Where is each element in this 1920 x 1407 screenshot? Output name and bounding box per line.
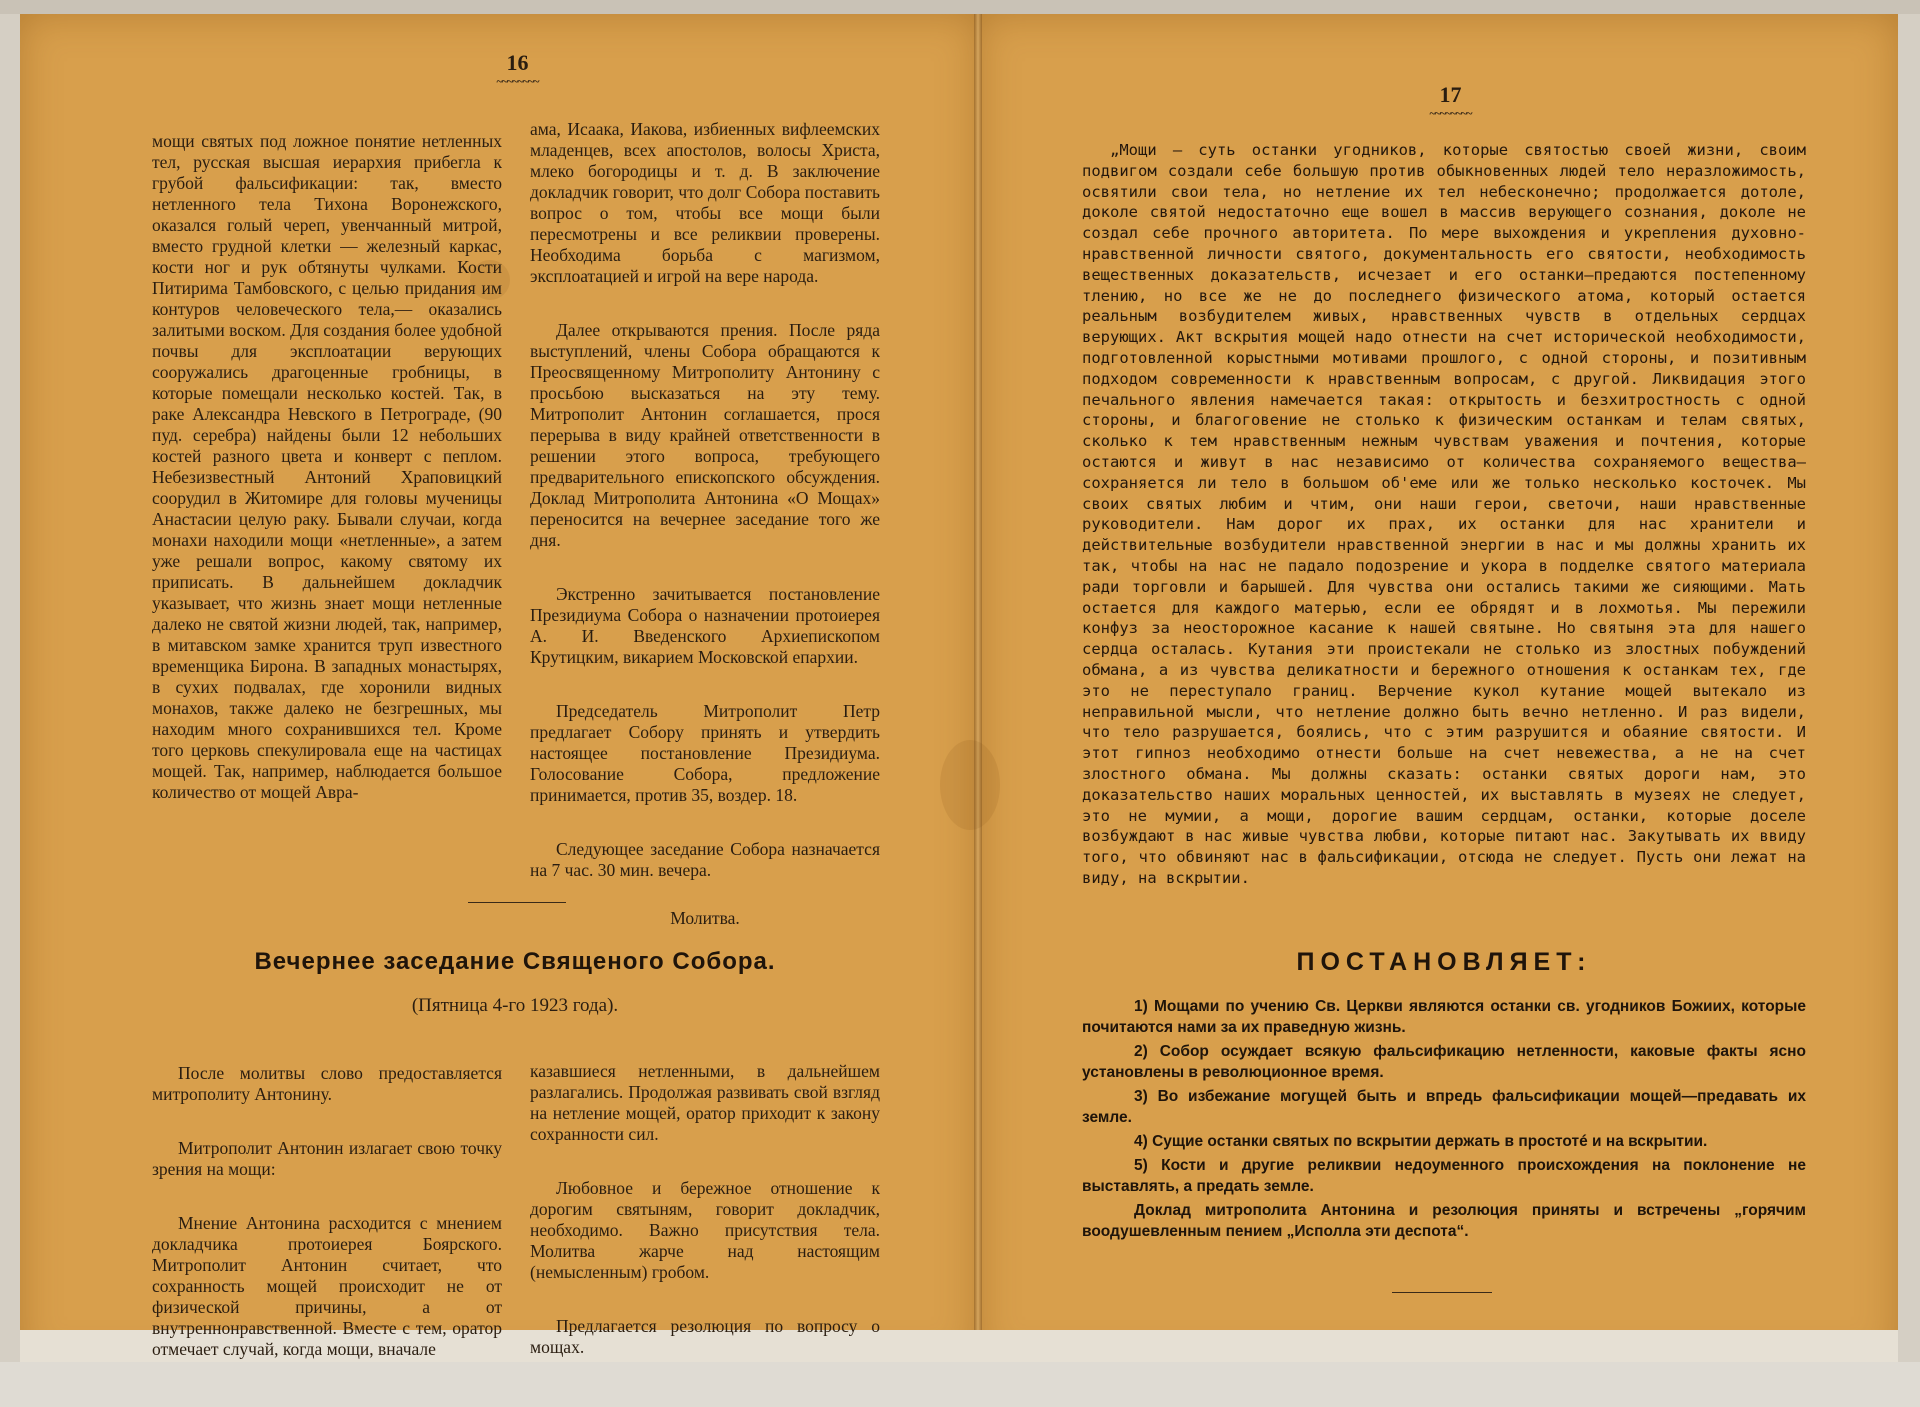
left-column-2 — [530, 98, 880, 950]
separator-rule — [1392, 1292, 1492, 1293]
left-column-3 — [152, 1042, 502, 1393]
left-column-1 — [152, 110, 502, 824]
paper-stain — [940, 740, 1000, 830]
ornament-wave: ~~~~~~~~ — [1429, 106, 1472, 120]
paragraph: Следующее заседание Собора назначается на 7 час. 30 мин. вечера. — [530, 839, 880, 880]
page-number-text: 17 — [1439, 82, 1462, 107]
left-column-4 — [530, 1040, 880, 1391]
page-number-right — [1428, 82, 1473, 118]
paragraph: Предлагается резолюция по вопросу о мощах. — [530, 1316, 880, 1357]
resolution-item: 5) Кости и другие реликвии недоуменного происхождения на поклонение не выставлять, а предать земле. — [1082, 1157, 1806, 1195]
paragraph: мощи святых под ложное понятие нетленных тел, русская высшая иерархия прибегла к грубой фальсификации: так, вместо нетленного тела Тихона Воронежского, оказался голый череп, увенчанный митрой, вместо грудной клетки — железный каркас, кости ног и рук обтянуты чулками. Кости Питирима Тамбовского, с целью придания им контуров человеческого тела,— оказались залитыми воском. Для создания более удобной почвы для эксплоатации верующих сооружались драгоценные гробницы, в которые помещали несколько костей. Так, в раке Александра Невского в Петрограде, (90 пуд. серебра) найдены были 12 небольших костей разного цвета и конверт с пеплом. Небезизвестный Антоний Храповицкий соорудил в Житомире для головы мученицы Анастасии целую раку. Бывали случаи, когда монахи находили мощи «нетленные», а затем уже решали вопрос, какому святому их приписать. В дальнейшем докладчик указывает, что жизнь знает мощи нетленные далеко не святой жизни людей, так, например, в митавском замке хранится труп известного временщика Бирона. В западных монастырях, в сухих подвалах, где хоронили видных монахов, также далеко не безгрешных, мы находим много сохранившихся тел. Кроме того церковь спекулировала еще на частицах мощей. Так, например, наблюдается большое количество от мощей Авра- — [152, 131, 502, 802]
resolution-item: 1) Мощами по учению Св. Церкви являются останки св. угодников Божиих, которые почитаются нами за их праведную жизнь. — [1082, 998, 1806, 1036]
book-spine — [974, 14, 982, 1364]
resolution-item: 2) Собор осуждает всякую фальсификацию нетленности, каковые факты ясно установлены в революционное время. — [1082, 1043, 1806, 1081]
ornament-wave: ~~~~~~~~ — [496, 74, 539, 88]
evening-session-heading: Вечернее заседание Священого Собора. — [254, 948, 776, 975]
paragraph: Председатель Митрополит Петр предлагает Собору принять и утвердить настоящее постановление Президиума. Голосование Собора, предложение принимается, против 35, воздер. 18. — [530, 701, 880, 805]
paragraph: „Мощи — суть останки угодников, которые святостью своей жизни, своим подвигом создали себе большую против обыкновенных людей тело неразложимость, освятили свои тела, но нетление их тел небесконечно; продолжается дотоле, доколе святой недостаточно еще вошел в массив верующего сознания, доколе не создал себе прочного авторитета. По мере выхождения и укрепления духовно-нравственной личности святого, документальность его святости, необходимость вещественных доказательств, исчезает и его останки—предаются постепенному тлению, но все же не до последнего физического атома, который остается реальным возбудителем живых, нравственных чувств в отдельных сердцах верующих. Акт вскрытия мощей надо отнести на счет исторической необходимости, подготовленной корыстными мотивами прошлого, с одной стороны, и позитивным подходом современности к нравственным вопросам, с другой. Ликвидация этого печального явления намечается такая: открытость и безхитростность с одной стороны, и благоговение не столько к физическим останкам и телам святых, сколько к тем нравственным нежным чувствам уважения и почтения, которые остаются и живут в нас независимо от количества сохраняемого вещества—сохраняется ли тело в большом об'еме или же только несколько косточек. Мы своих святых любим и чтим, они наши герои, светочи, наши нравственные руководители. Нам дорог их прах, их останки для нас хранители и действительные возбудители нравственной энергии в нас и мы должны хранить их так, чтобы на нас не падало подозрение и укора в подделке святого материала ради торговли и барышей. Для чувства они остались такими же сияющими. Мать остается для каждого матерью, если ее обрядят и в лохмотья. Мы пережили конфуз за неосторожное касание к нашей святыне. Но святыня эта для нашего сердца осталась. Кутания эти проистекали не столько из злостных побуждений обмана, а из чувства деликатности и бережного отношения к останкам тех, где это не переступало границ. Верчение кукол кутание мощей вытекало из неправильной мысли, что нетление должно быть вечно нетленно. И раз видели, что тело разрушается, боялись, что с этим разрушится и обаяние святости. И этот гипноз необходимо отнести больше на счет невежества, а не на счет злостного обмана. Мы должны сказать: останки святых дороги нам, это доказательство наших моральных ценностей, их выставлять в музеях не следует, это не мумии, а мощи, дорогие вашим сердцам, останки, которые доселе возбуждают в нас живые чувства любви, которые питают нас. Закутывать их ввиду того, что обвиняют нас в фальсификации, отсюда не следует. Пусть они лежат на виду, на вскрытии. — [1082, 141, 1806, 887]
paragraph: казавшиеся нетленными, в дальнейшем разлагались. Продолжая развивать свой взгляд на нетление мощей, оратор приходит к закону сохранности сил. — [530, 1061, 880, 1144]
page-number-left — [495, 50, 540, 86]
paragraph: Любовное и бережное отношение к дорогим святыням, говорит докладчик, необходимо. Важно присутствия тела. Молитва жарче над настоящим (немысленным) гробом. — [530, 1178, 880, 1282]
paragraph: Далее открываются прения. После ряда выступлений, члены Собора обращаются к Преосвященному Митрополиту Антонину с просьбою высказаться на эту тему. Митрополит Антонин соглашается, прося перерыва в виду крайней ответственности в решении этого вопроса, требующего предварительного епископского обсуждения. Доклад Митрополита Антонина «О Мощах» переносится на вечернее заседание того же дня. — [530, 320, 880, 550]
scan-background-top — [0, 0, 1920, 14]
resolution-items — [1082, 996, 1806, 1245]
resolution-item: 4) Сущие останки святых по вскрытии держать в простотé и на вскрытии. — [1134, 1133, 1708, 1150]
resolution-item: 3) Во избежание могущей быть и впредь фальсификации мощей—предавать их земле. — [1082, 1088, 1806, 1126]
paragraph: Митрополит Антонин излагает свою точку зрения на мощи: — [152, 1138, 502, 1179]
paragraph: После молитвы слово предоставляется митрополиту Антонину. — [152, 1063, 502, 1104]
paragraph: ама, Исаака, Иакова, избиенных вифлеемских младенцев, всех апостолов, волосы Христа, млеко богородицы и т. д. В заключение докладчик говорит, что долг Собора поставить вопрос о том, чтобы все мощи были пересмотрены и все реликвии проверены. Необходима борьба с магизмом, эксплоатацией и игрой на вере народа. — [530, 119, 880, 286]
prayer-line: Молитва. — [670, 908, 740, 928]
resolution-heading: ПОСТАНОВЛЯЕТ: — [1296, 948, 1592, 976]
separator-rule — [468, 902, 566, 903]
paragraph: Мнение Антонина расходится с мнением докладчика протоиерея Боярского. Митрополит Антонин считает, что сохранность мощей происходит не от физической причины, а от внутреннонравственной. Вместе с тем, оратор отмечает случай, когда мощи, вначале — [152, 1213, 502, 1359]
evening-session-date: (Пятница 4-го 1923 года). — [411, 995, 619, 1016]
resolution-item: Доклад митрополита Антонина и резолюция приняты и встречены „горячим воодушевленным пением „Исполла эти деспота“. — [1082, 1202, 1806, 1240]
right-body-text — [1082, 140, 1806, 889]
page-number-text: 16 — [506, 50, 529, 75]
paragraph: Экстренно зачитывается постановление Президиума Собора о назначении протоиерея А. И. Введенского Архиепископом Крутицким, викарием Московской епархии. — [530, 584, 880, 667]
